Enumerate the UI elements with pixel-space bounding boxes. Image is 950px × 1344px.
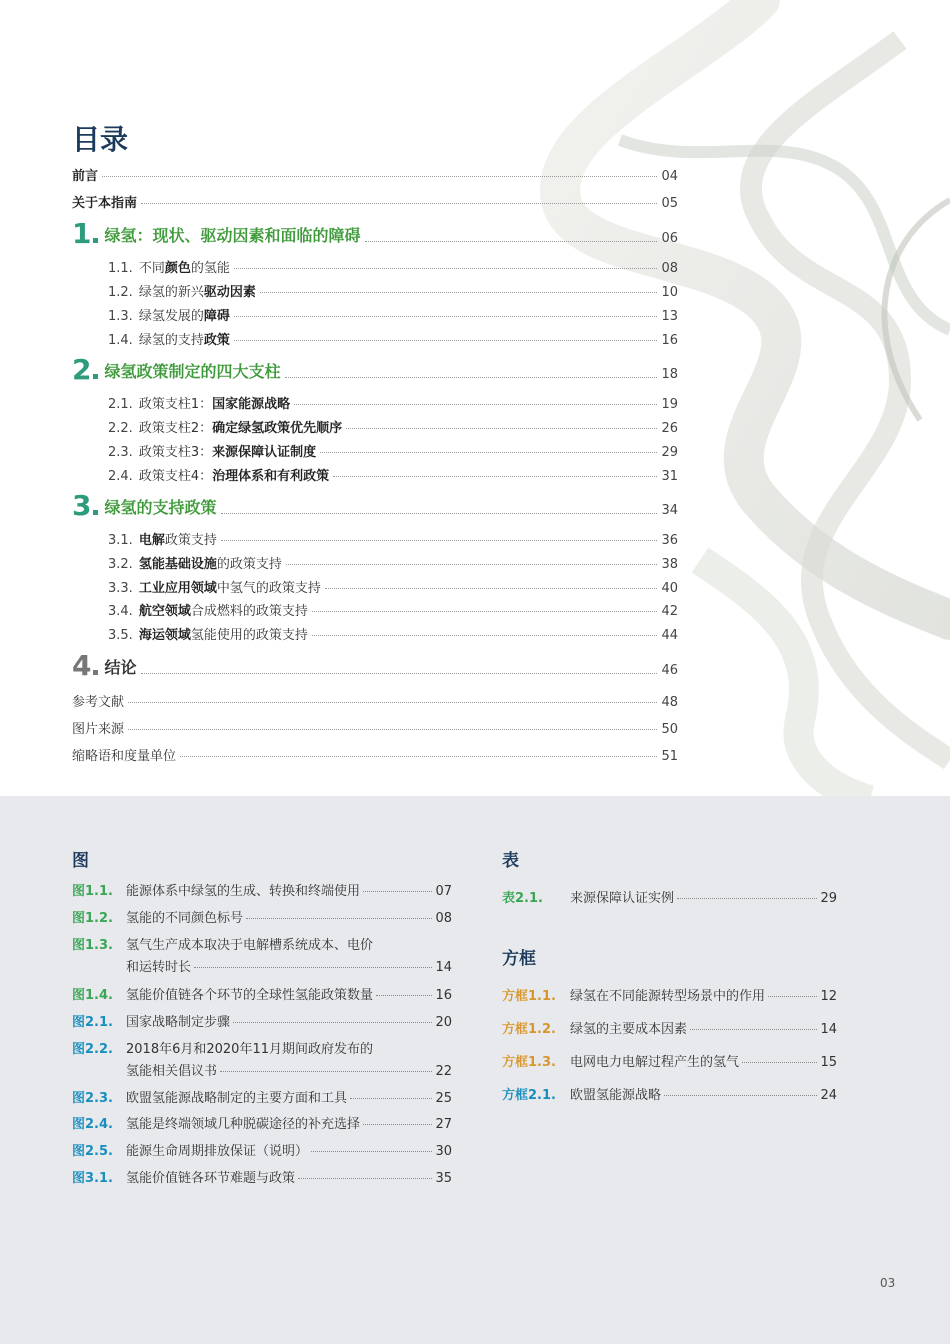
box-title: 欧盟氢能源战略: [570, 1088, 662, 1103]
figure-code: 图3.1.: [72, 1171, 113, 1186]
dot-leader: [312, 611, 658, 612]
item-number: 3.2.: [108, 557, 133, 572]
figure-code: 图1.3.: [72, 938, 113, 953]
toc-entry-page: 51: [661, 749, 678, 764]
dot-leader: [298, 1178, 432, 1179]
dot-leader: [376, 995, 432, 996]
toc-item-3-1[interactable]: [108, 529, 678, 549]
section-title: 绿氢的支持政策: [104, 498, 217, 517]
figure-page: 14: [435, 960, 452, 975]
tables-heading: 表: [502, 851, 519, 871]
item-text-bold: 治理体系和有利政策: [212, 469, 330, 484]
box-entry[interactable]: [502, 1018, 837, 1037]
dot-leader: [220, 1071, 432, 1072]
figure-title: 2018年6月和2020年11月期间政府发布的: [126, 1042, 373, 1057]
dot-leader: [363, 891, 432, 892]
figure-code: 图1.1.: [72, 884, 113, 899]
boxes-heading: 方框: [502, 949, 536, 969]
section-marker: [93, 374, 98, 379]
item-text: 中氢气的政策支持: [216, 581, 321, 596]
section-title: 结论: [104, 658, 137, 677]
item-number: 2.2.: [108, 421, 133, 436]
toc-entry-references[interactable]: [72, 691, 678, 711]
item-text-bold: 政策: [203, 333, 230, 348]
toc-section-3[interactable]: [72, 488, 678, 520]
box-code: 方框2.1.: [502, 1088, 556, 1103]
box-page: 12: [820, 989, 837, 1004]
figure-code: 图2.3.: [72, 1091, 113, 1106]
table-entry[interactable]: [502, 887, 837, 906]
figure-code: 图1.4.: [72, 988, 113, 1003]
figure-title: 欧盟氢能源战略制定的主要方面和工具: [126, 1091, 348, 1106]
box-entry[interactable]: [502, 985, 837, 1004]
figure-entry[interactable]: [72, 907, 452, 926]
section-page: 46: [661, 663, 678, 678]
toc-item-1-2[interactable]: [108, 281, 678, 301]
item-text: 绿氢的新兴: [138, 285, 204, 300]
item-page: 10: [661, 285, 678, 300]
box-page: 24: [820, 1088, 837, 1103]
figure-entry[interactable]: [72, 1113, 452, 1132]
toc-entry-label: 图片来源: [72, 722, 125, 737]
section-title: 绿氢：现状、驱动因素和面临的障碍: [104, 226, 361, 245]
dot-leader: [768, 996, 817, 997]
item-page: 40: [661, 581, 678, 596]
dot-leader: [365, 241, 658, 242]
item-page: 26: [661, 421, 678, 436]
figure-code: 图2.5.: [72, 1144, 113, 1159]
figure-title: 氢能的不同颜色标号: [126, 911, 244, 926]
toc-entry-page: 50: [661, 722, 678, 737]
item-number: 3.4.: [108, 604, 133, 619]
toc-item-2-3[interactable]: [108, 441, 678, 461]
dot-leader: [141, 673, 658, 674]
item-text-bold: 海运领域: [138, 628, 191, 643]
box-page: 14: [820, 1022, 837, 1037]
table-code: 表2.1.: [502, 891, 543, 906]
figure-page: 16: [435, 988, 452, 1003]
item-text-bold: 驱动因素: [203, 285, 256, 300]
dot-leader: [234, 316, 658, 317]
section-marker: [93, 238, 98, 243]
item-page: 13: [661, 309, 678, 324]
table-page: 29: [820, 891, 837, 906]
box-entry[interactable]: [502, 1084, 837, 1103]
toc-entry-page: 48: [661, 695, 678, 710]
dot-leader: [294, 404, 657, 405]
box-code: 方框1.3.: [502, 1055, 556, 1070]
dot-leader: [664, 1095, 817, 1096]
figure-title: 国家战略制定步骤: [126, 1015, 231, 1030]
toc-entry-image-sources[interactable]: [72, 718, 678, 738]
dot-leader: [141, 203, 657, 204]
toc-section-1[interactable]: [72, 216, 678, 248]
toc-entry-label: 关于本指南: [72, 196, 138, 211]
toc-item-3-5[interactable]: [108, 624, 678, 644]
section-page: 18: [661, 367, 678, 382]
toc-item-1-4[interactable]: [108, 329, 678, 349]
toc-item-1-1[interactable]: [108, 257, 678, 277]
dot-leader: [333, 476, 657, 477]
dot-leader: [102, 176, 657, 177]
figure-page: 30: [435, 1144, 452, 1159]
toc-item-1-3[interactable]: [108, 305, 678, 325]
toc-item-2-1[interactable]: [108, 393, 678, 413]
item-page: 16: [661, 333, 678, 348]
item-text: 氢能使用的政策支持: [190, 628, 308, 643]
toc-title: 目录: [72, 123, 129, 156]
dot-leader: [246, 918, 432, 919]
dot-leader: [363, 1124, 432, 1125]
item-number: 2.3.: [108, 445, 133, 460]
dot-leader: [128, 702, 657, 703]
table-title: 来源保障认证实例: [570, 891, 675, 906]
figure-page: 25: [435, 1091, 452, 1106]
figure-code: 图1.2.: [72, 911, 113, 926]
dot-leader: [312, 635, 658, 636]
figure-entry[interactable]: [72, 1087, 452, 1106]
section-marker: [93, 670, 98, 675]
figure-title: 能源生命周期排放保证（说明）: [126, 1144, 309, 1159]
dot-leader: [350, 1098, 432, 1099]
section-page: 34: [661, 503, 678, 518]
figure-entry[interactable]: [72, 1167, 452, 1186]
item-text: 政策支柱2：: [138, 421, 213, 436]
item-text-bold: 确定绿氢政策优先顺序: [212, 421, 343, 436]
figure-title: 能源体系中绿氢的生成、转换和终端使用: [126, 884, 361, 899]
section-number: 4: [72, 649, 92, 682]
item-text: 绿氢发展的: [138, 309, 204, 324]
figure-entry[interactable]: [72, 1038, 452, 1082]
page-number: 03: [880, 1276, 896, 1290]
dot-leader: [221, 513, 658, 514]
section-number: 2: [72, 353, 92, 386]
item-text-bold: 国家能源战略: [212, 397, 291, 412]
dot-leader: [233, 1022, 432, 1023]
item-page: 08: [661, 261, 678, 276]
section-marker: [93, 510, 98, 515]
box-title: 绿氢在不同能源转型场景中的作用: [570, 989, 766, 1004]
dot-leader: [311, 1151, 432, 1152]
item-page: 44: [661, 628, 678, 643]
toc-item-2-2[interactable]: [108, 417, 678, 437]
item-page: 19: [661, 397, 678, 412]
item-text: 的政策支持: [216, 557, 282, 572]
dot-leader: [234, 340, 658, 341]
dot-leader: [260, 292, 658, 293]
toc-item-3-2[interactable]: [108, 553, 678, 573]
figure-entry[interactable]: [72, 1011, 452, 1030]
figure-title-cont: 氢能相关倡议书: [126, 1064, 218, 1079]
item-number: 2.4.: [108, 469, 133, 484]
item-number: 3.1.: [108, 533, 133, 548]
figure-page: 20: [435, 1015, 452, 1030]
figure-title: 氢能价值链各环节难题与政策: [126, 1171, 296, 1186]
item-number: 3.5.: [108, 628, 133, 643]
dot-leader: [690, 1029, 817, 1030]
dot-leader: [325, 588, 658, 589]
item-text-bold: 来源保障认证制度: [212, 445, 317, 460]
box-code: 方框1.2.: [502, 1022, 556, 1037]
item-text: 政策支柱1：: [138, 397, 213, 412]
toc-item-2-4[interactable]: [108, 465, 678, 485]
figure-code: 图2.1.: [72, 1015, 113, 1030]
dot-leader: [285, 377, 658, 378]
section-title: 绿氢政策制定的四大支柱: [104, 362, 281, 381]
figure-title: 氢能是终端领域几种脱碳途径的补充选择: [126, 1117, 361, 1132]
toc-entry-label: 参考文献: [72, 695, 125, 710]
figure-entry[interactable]: [72, 1140, 452, 1159]
item-number: 1.4.: [108, 333, 133, 348]
item-text-bold: 航空领域: [138, 604, 191, 619]
box-title: 电网电力电解过程产生的氢气: [570, 1055, 740, 1070]
figure-entry[interactable]: [72, 934, 452, 978]
box-entry[interactable]: [502, 1051, 837, 1070]
item-text-bold: 电解: [138, 533, 165, 548]
item-page: 31: [661, 469, 678, 484]
figure-entry[interactable]: [72, 880, 452, 899]
item-page: 29: [661, 445, 678, 460]
item-text: 绿氢的支持: [138, 333, 204, 348]
figure-page: 22: [435, 1064, 452, 1079]
toc-entry-page: 04: [661, 169, 678, 184]
item-text: 政策支柱4：: [138, 469, 213, 484]
item-text: 政策支持: [164, 533, 217, 548]
box-page: 15: [820, 1055, 837, 1070]
figures-heading: 图: [72, 851, 89, 871]
item-number: 1.1.: [108, 261, 133, 276]
item-text-bold: 障碍: [203, 309, 230, 324]
figure-page: 27: [435, 1117, 452, 1132]
figure-page: 08: [435, 911, 452, 926]
dot-leader: [742, 1062, 817, 1063]
figure-title: 氢能价值链各个环节的全球性氢能政策数量: [126, 988, 374, 1003]
dot-leader: [320, 452, 657, 453]
figure-code: 图2.4.: [72, 1117, 113, 1132]
item-text-bold: 氢能基础设施: [138, 557, 217, 572]
figure-title: 氢气生产成本取决于电解槽系统成本、电价: [126, 938, 374, 953]
dot-leader: [346, 428, 657, 429]
figure-title-cont: 和运转时长: [126, 960, 192, 975]
toc-item-3-3[interactable]: [108, 577, 678, 597]
item-page: 38: [661, 557, 678, 572]
box-title: 绿氢的主要成本因素: [570, 1022, 688, 1037]
section-number: 3: [72, 489, 92, 522]
item-number: 1.2.: [108, 285, 133, 300]
item-page: 42: [661, 604, 678, 619]
item-text-bold: 颜色: [164, 261, 191, 276]
toc-section-2[interactable]: [72, 352, 678, 384]
dot-leader: [128, 729, 657, 730]
toc-entry-about[interactable]: [72, 192, 678, 212]
item-text: 不同: [138, 261, 165, 276]
item-text: 合成燃料的政策支持: [190, 604, 308, 619]
dot-leader: [677, 898, 817, 899]
dot-leader: [180, 756, 657, 757]
item-text: 的氢能: [190, 261, 230, 276]
toc-item-3-4[interactable]: [108, 600, 678, 620]
figure-entry[interactable]: [72, 984, 452, 1003]
toc-entry-label: 前言: [72, 169, 99, 184]
item-text-bold: 工业应用领域: [138, 581, 217, 596]
figure-code: 图2.2.: [72, 1042, 113, 1057]
dot-leader: [221, 540, 658, 541]
item-number: 2.1.: [108, 397, 133, 412]
figure-page: 07: [435, 884, 452, 899]
figure-page: 35: [435, 1171, 452, 1186]
item-page: 36: [661, 533, 678, 548]
item-text: 政策支柱3：: [138, 445, 213, 460]
section-page: 06: [661, 231, 678, 246]
section-number: 1: [72, 217, 92, 250]
toc-section-4[interactable]: [72, 648, 678, 680]
toc-entry-preface[interactable]: [72, 165, 678, 185]
toc-entry-page: 05: [661, 196, 678, 211]
item-number: 1.3.: [108, 309, 133, 324]
toc-entry-abbreviations[interactable]: [72, 745, 678, 765]
toc-entry-label: 缩略语和度量单位: [72, 749, 177, 764]
dot-leader: [194, 967, 432, 968]
dot-leader: [234, 268, 658, 269]
item-number: 3.3.: [108, 581, 133, 596]
box-code: 方框1.1.: [502, 989, 556, 1004]
dot-leader: [286, 564, 658, 565]
